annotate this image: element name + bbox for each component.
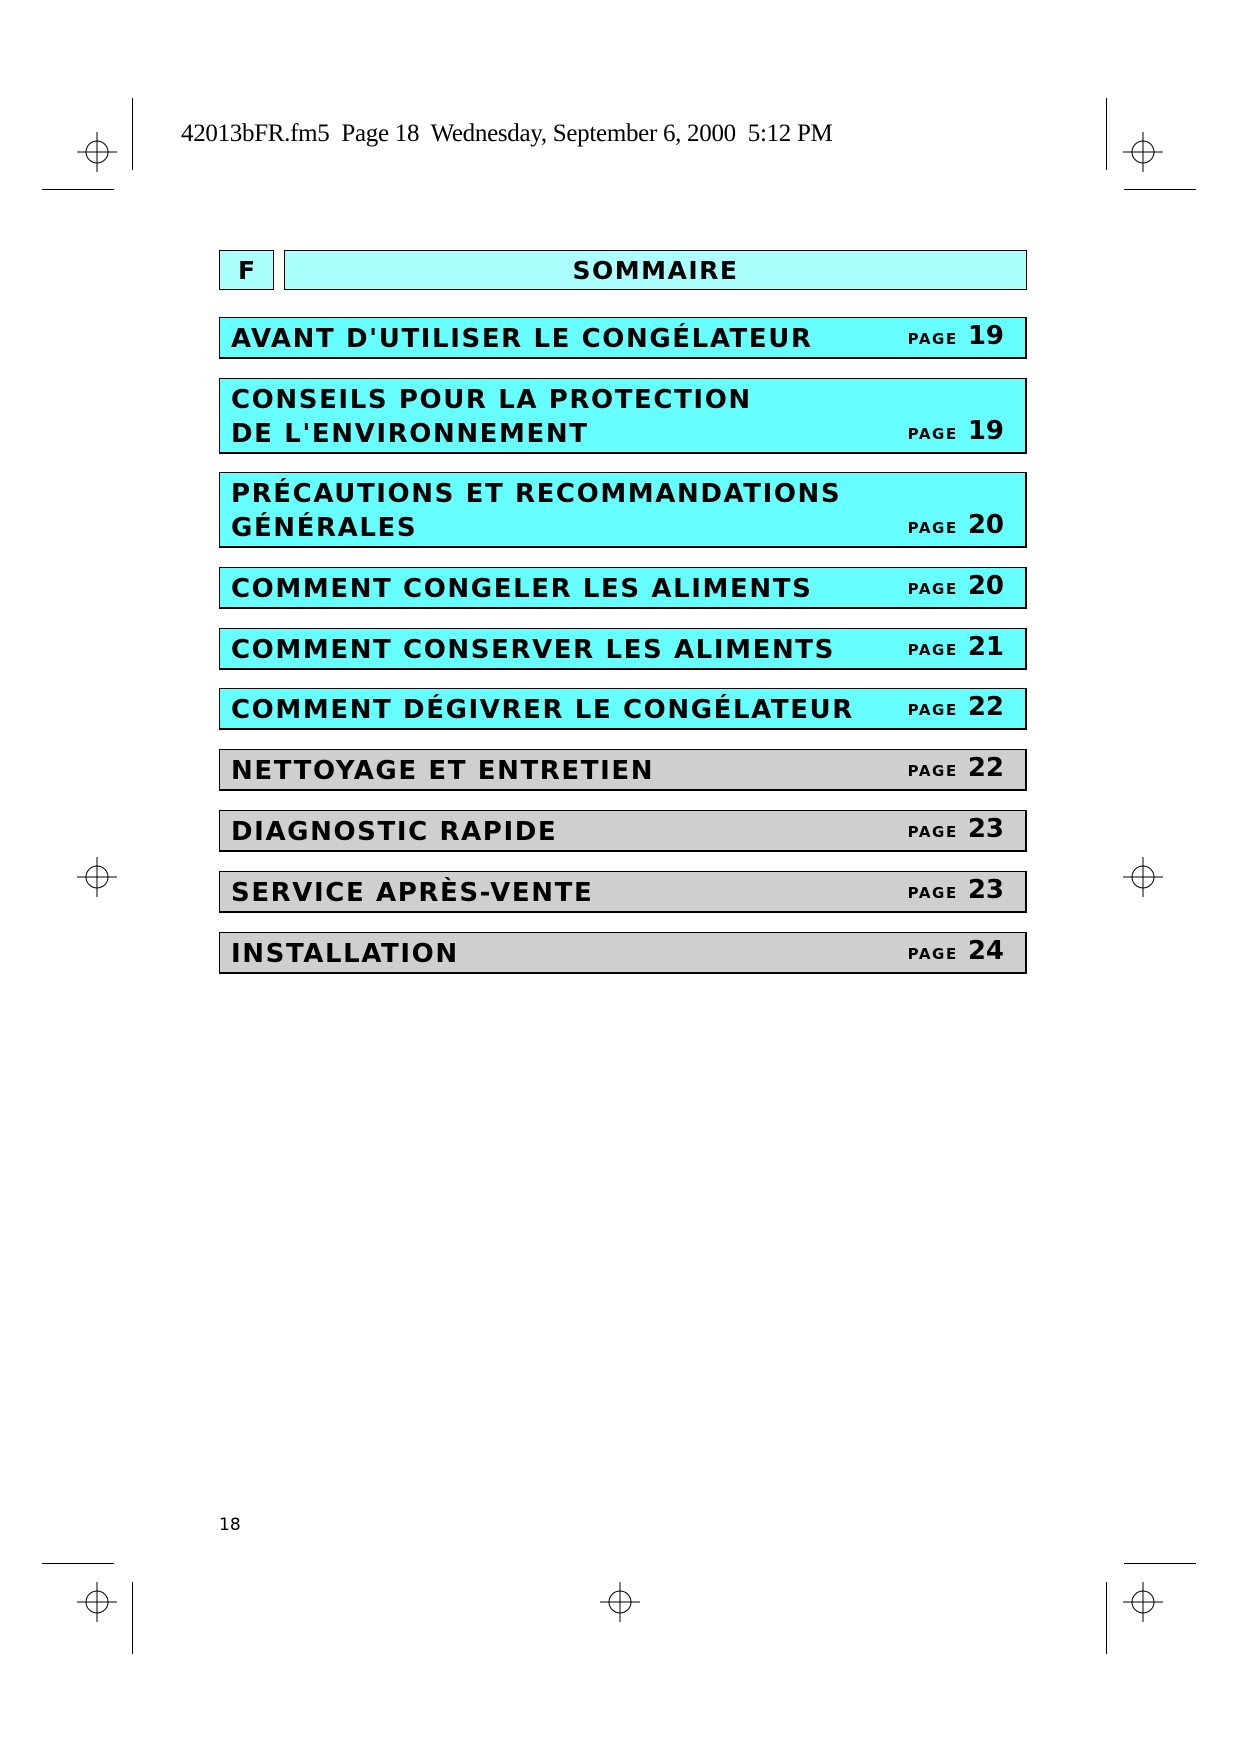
toc-row[interactable] [219,871,1027,913]
toc-row[interactable] [219,472,1027,548]
toc-row[interactable] [219,749,1027,791]
toc-row-label-line: GÉNÉRALES [231,513,418,543]
toc-row-label-line: AVANT D'UTILISER LE CONGÉLATEUR [231,324,813,354]
toc-page-ref [908,319,1004,357]
toc-row-label [231,383,752,452]
toc-row-label-line: DE L'ENVIRONNEMENT [231,419,589,449]
toc-row[interactable] [219,932,1027,974]
registration-mark-icon [77,132,117,172]
toc-page-ref [908,508,1004,546]
crop-mark-top-right [1124,189,1196,190]
crop-mark-bottom-left [42,1563,114,1564]
toc-row-label-line: SERVICE APRÈS-VENTE [231,878,594,908]
page-word: PAGE [907,330,958,348]
toc-row-label-line: INSTALLATION [231,939,459,969]
page-number: 19 [967,416,1004,446]
toc-row-label [231,754,654,789]
toc-row[interactable] [219,317,1027,359]
toc-row-label-line: NETTOYAGE ET ENTRETIEN [231,756,655,786]
toc-row-label [231,937,459,972]
language-code-box: F [219,250,274,290]
toc-row-label [231,322,813,357]
toc-row-label-line: COMMENT CONGELER LES ALIMENTS [231,574,813,604]
registration-mark-icon [1123,1582,1163,1622]
toc-row-label-line: CONSEILS POUR LA PROTECTION [231,385,752,415]
page-word: PAGE [907,701,958,719]
page-number: 19 [967,321,1004,351]
page-word: PAGE [907,425,958,443]
toc-row[interactable] [219,378,1027,454]
toc-row-label [231,477,841,546]
toc-row-label [231,572,812,607]
toc-page-ref [908,690,1004,728]
toc-row-label-line: DIAGNOSTIC RAPIDE [231,817,558,847]
page-number: 22 [967,753,1004,783]
toc-page-ref [908,569,1004,607]
page-word: PAGE [907,762,958,780]
toc-row-label-line: COMMENT DÉGIVRER LE CONGÉLATEUR [231,695,854,725]
registration-mark-icon [600,1582,640,1622]
toc-row[interactable] [219,628,1027,670]
registration-mark-icon [1123,132,1163,172]
toc-page-ref [908,934,1004,972]
page-number: 23 [967,814,1004,844]
page-title: SOMMAIRE [284,250,1027,290]
registration-mark-icon [1123,857,1163,897]
page-number: 23 [967,875,1004,905]
crop-mark-top-left [132,98,133,170]
crop-mark-bottom-right [1124,1563,1196,1564]
toc-row-label-line: PRÉCAUTIONS ET RECOMMANDATIONS [231,479,842,509]
page-word: PAGE [907,945,958,963]
print-header-meta: 42013bFR.fm5 Page 18 Wednesday, September 6, 2000 5:12 PM [181,120,833,147]
crop-mark-top-left [42,189,114,190]
page-number: 21 [967,632,1004,662]
toc-row-label [231,876,593,911]
footer-page-number: 18 [219,1515,241,1535]
toc-row-label [231,693,854,728]
registration-mark-icon [77,1582,117,1622]
toc-row-label-line: COMMENT CONSERVER LES ALIMENTS [231,635,835,665]
toc-page-ref [908,812,1004,850]
toc-row[interactable] [219,567,1027,609]
page-word: PAGE [907,641,958,659]
crop-mark-bottom-left [132,1582,133,1654]
page-number: 20 [967,571,1004,601]
page-word: PAGE [907,823,958,841]
toc-page-ref [908,414,1004,452]
page-number: 22 [967,692,1004,722]
toc-row-label [231,815,557,850]
registration-mark-icon [77,857,117,897]
page-word: PAGE [907,580,958,598]
toc-page-ref [908,873,1004,911]
toc-page-ref [908,751,1004,789]
toc-row[interactable] [219,688,1027,730]
page-word: PAGE [907,884,958,902]
toc-page-ref [908,630,1004,668]
page-number: 20 [967,510,1004,540]
toc-row[interactable] [219,810,1027,852]
page-word: PAGE [907,519,958,537]
toc-row-label [231,633,835,668]
crop-mark-bottom-right [1106,1582,1107,1654]
crop-mark-top-right [1106,98,1107,170]
page-number: 24 [967,936,1004,966]
